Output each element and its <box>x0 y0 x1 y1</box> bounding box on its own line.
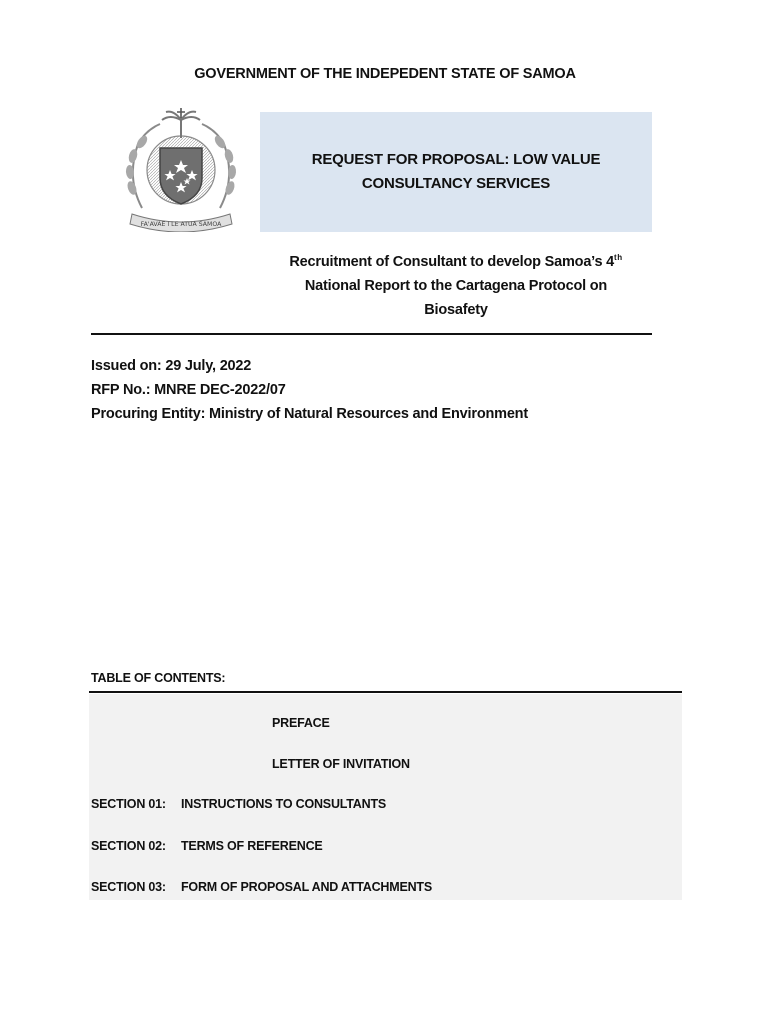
toc-item-label: PREFACE <box>272 716 330 730</box>
toc-section-number: SECTION 02: <box>91 839 166 853</box>
rfp-title-box <box>260 112 652 232</box>
toc-item-label: LETTER OF INVITATION <box>272 757 410 771</box>
procuring-entity: Procuring Entity: Ministry of Natural Resources and Environment <box>91 406 528 422</box>
horizontal-divider <box>91 333 652 335</box>
samoa-coat-of-arms-icon <box>120 108 242 232</box>
subject-line-2: National Report to the Cartagena Protocol on <box>304 277 608 294</box>
rfp-subject <box>262 246 650 322</box>
motto-text: FA'AVAE I LE ATUA SAMOA <box>140 221 222 228</box>
toc-section-number: SECTION 03: <box>91 880 166 894</box>
toc-divider <box>89 691 682 693</box>
rfp-title-line-2: CONSULTANCY SERVICES <box>361 175 551 192</box>
toc-heading: TABLE OF CONTENTS: <box>91 671 226 685</box>
government-heading: GOVERNMENT OF THE INDEPEDENT STATE OF SAMOA <box>194 66 576 82</box>
rfp-title-line-1: REQUEST FOR PROPOSAL: LOW VALUE <box>311 151 601 168</box>
issued-date: Issued on: 29 July, 2022 <box>91 358 252 374</box>
toc-section-number: SECTION 01: <box>91 797 166 811</box>
toc-item-label: FORM OF PROPOSAL AND ATTACHMENTS <box>181 880 432 894</box>
toc-item-label: INSTRUCTIONS TO CONSULTANTS <box>181 797 387 811</box>
rfp-details <box>91 354 528 426</box>
ordinal-suffix: th <box>614 253 623 262</box>
subject-line-3: Biosafety <box>424 301 488 318</box>
table-of-contents <box>89 694 682 900</box>
subject-line-1 <box>262 246 650 274</box>
rfp-number: RFP No.: MNRE DEC-2022/07 <box>91 382 286 398</box>
toc-item-label: TERMS OF REFERENCE <box>181 839 323 853</box>
subject-line-1-text: Recruitment of Consultant to develop Samoa’s 4 <box>289 253 615 270</box>
